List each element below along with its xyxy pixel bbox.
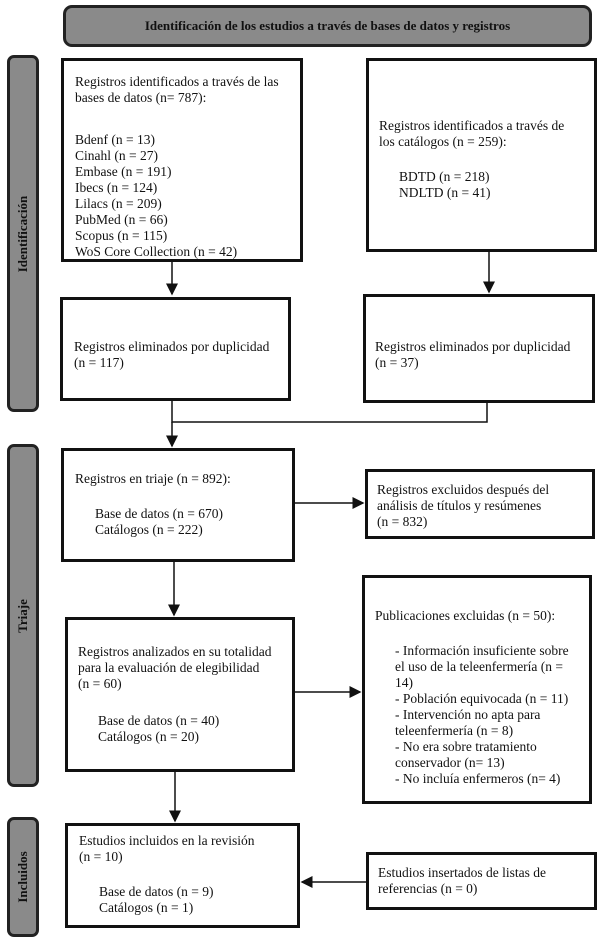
included-item: Catálogos (n = 1)	[99, 900, 194, 915]
database-item: Cinahl (n = 27)	[75, 148, 158, 163]
eligibility-item: Base de datos (n = 40)	[98, 713, 220, 728]
box-text: Registros identificados a través de las	[75, 74, 279, 89]
box-text: (n = 37)	[375, 355, 419, 370]
box-text: (n = 60)	[78, 676, 122, 691]
box-text: para la evaluación de elegibilidad	[78, 660, 260, 675]
box-text: Registros excluidos después del	[377, 482, 550, 497]
screening-item: Catálogos (n = 222)	[95, 522, 203, 537]
box-text: los catálogos (n = 259):	[379, 134, 507, 149]
box-text: Estudios incluidos en la revisión	[79, 833, 255, 848]
exclusion-reason: - No era sobre tratamiento	[395, 739, 537, 754]
excluded-titles-box	[365, 469, 595, 539]
phase-label: Identificación	[15, 195, 30, 272]
duplicates-catalog-box	[363, 294, 595, 403]
database-item: Scopus (n = 115)	[75, 228, 168, 243]
box-text: análisis de títulos y resúmenes	[377, 498, 542, 513]
phase-label: Triaje	[15, 598, 30, 633]
database-item: Lilacs (n = 209)	[75, 196, 162, 211]
box-text: Estudios insertados de listas de	[378, 865, 546, 880]
box-text: Registros en triaje (n = 892):	[75, 471, 231, 486]
exclusion-reason: - Información insuficiente sobre	[395, 643, 569, 658]
screening-item: Base de datos (n = 670)	[95, 506, 223, 521]
screening-box	[61, 448, 295, 562]
box-text: Registros analizados en su totalidad	[78, 644, 272, 659]
box-text: Registros eliminados por duplicidad	[375, 339, 571, 354]
phase-label: Incluidos	[15, 851, 30, 903]
exclusion-reason: - No incluía enfermeros (n= 4)	[395, 771, 561, 786]
catalog-item: BDTD (n = 218)	[399, 169, 490, 184]
merge-line	[172, 401, 487, 422]
eligibility-box	[65, 617, 295, 772]
database-item: WoS Core Collection (n = 42)	[75, 244, 238, 259]
header-text: Identificación de los estudios a través de bases de datos y registros	[144, 18, 511, 33]
box-text: bases de datos (n= 787):	[75, 90, 207, 105]
databases-box	[61, 58, 303, 262]
box-text: Registros identificados a través de	[379, 118, 565, 133]
eligibility-item: Catálogos (n = 20)	[98, 729, 199, 744]
box-text: Registros eliminados por duplicidad	[74, 339, 270, 354]
references-box	[366, 852, 597, 910]
duplicates-db-box	[60, 297, 291, 401]
exclusion-reason: el uso de la teleenfermería (n =	[395, 659, 564, 674]
box-text: (n = 832)	[377, 514, 428, 529]
box-text: (n = 117)	[74, 355, 124, 370]
exclusion-reason: - Población equivocada (n = 11)	[395, 691, 569, 706]
database-item: Bdenf (n = 13)	[75, 132, 155, 147]
box-text: (n = 10)	[79, 849, 123, 864]
exclusion-reason: 14)	[395, 675, 413, 690]
box-text: referencias (n = 0)	[378, 881, 478, 896]
catalogs-box	[366, 58, 597, 252]
database-item: Ibecs (n = 124)	[75, 180, 158, 195]
catalog-item: NDLTD (n = 41)	[399, 185, 491, 200]
excluded-publications-box	[362, 575, 592, 804]
box-text: Publicaciones excluidas (n = 50):	[375, 608, 556, 623]
database-item: PubMed (n = 66)	[75, 212, 168, 227]
exclusion-reason: teleenfermería (n = 8)	[395, 723, 514, 738]
exclusion-reason: conservador (n= 13)	[395, 755, 505, 770]
included-box	[65, 823, 300, 928]
included-item: Base de datos (n = 9)	[99, 884, 214, 899]
database-item: Embase (n = 191)	[75, 164, 172, 179]
exclusion-reason: - Intervención no apta para	[395, 707, 541, 722]
